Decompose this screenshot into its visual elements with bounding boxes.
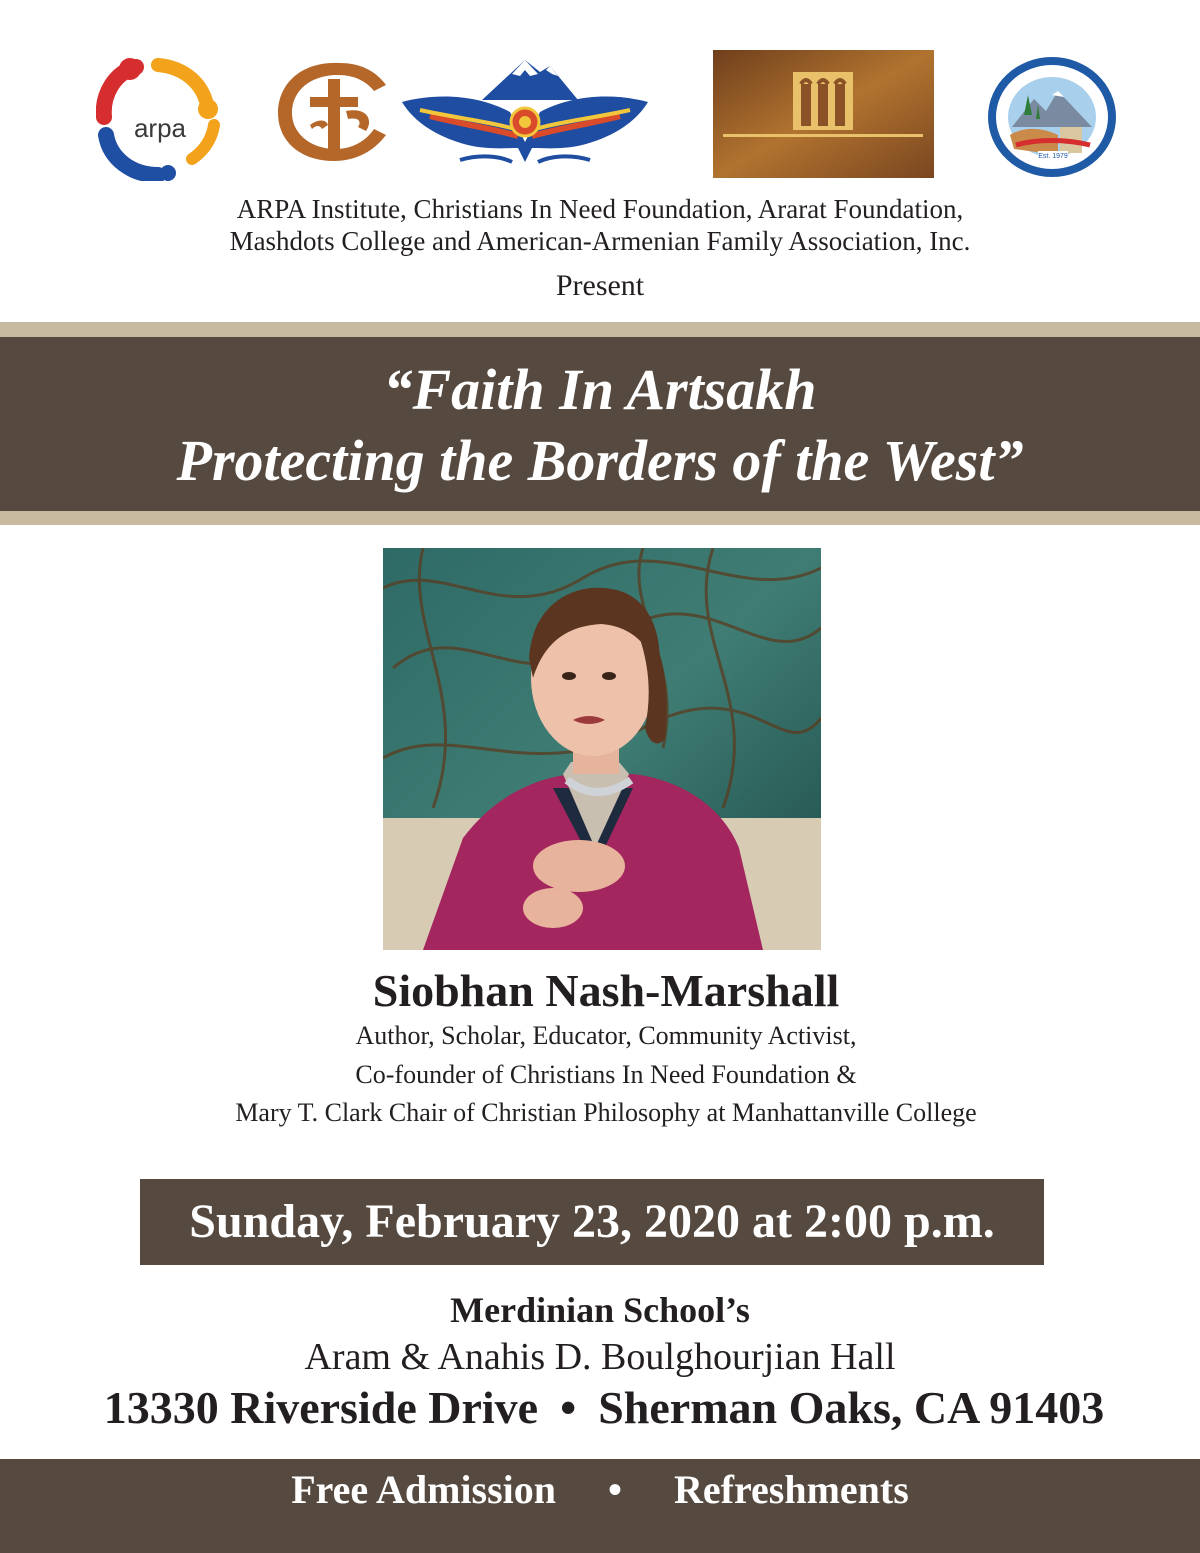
speaker-name: Siobhan Nash-Marshall (372, 965, 840, 1016)
venue-address (0, 1380, 1200, 1436)
speaker-bio-line-2: Co-founder of Christians In Need Foundation & (355, 1060, 857, 1089)
venue-name: Merdinian School’s (450, 1290, 750, 1330)
present-label: Present (555, 269, 645, 302)
arpa-logo-text: arpa (133, 113, 187, 143)
footer-separator: • (608, 1467, 623, 1512)
venue-address-separator: • (560, 1382, 577, 1433)
event-date-time: Sunday, February 23, 2020 at 2:00 p.m. (189, 1195, 995, 1248)
venue-city: Sherman Oaks, CA 91403 (598, 1382, 1105, 1433)
speaker-bio-line-3: Mary T. Clark Chair of Christian Philosophy at Manhattanville College (235, 1098, 977, 1127)
venue-street: 13330 Riverside Drive (103, 1382, 539, 1433)
ararat-foundation-logo (400, 52, 650, 167)
aafa-seal-text: Est. 1979 (1038, 153, 1068, 160)
presenters-line-1: ARPA Institute, Christians In Need Foundation, Ararat Foundation, (236, 194, 964, 224)
american-armenian-family-association-seal (986, 55, 1118, 180)
presenters-line-2: Mashdots College and American-Armenian Family Association, Inc. (229, 226, 971, 256)
title-band-bottom-rule (0, 511, 1200, 525)
event-title-line-1: “Faith In Artsakh (383, 357, 817, 422)
free-admission-label: Free Admission (291, 1467, 557, 1512)
christians-in-need-logo (270, 55, 396, 167)
title-band-top-rule (0, 322, 1200, 337)
arpa-institute-logo (96, 55, 222, 181)
event-title-line-2: Protecting the Borders of the West” (176, 428, 1024, 493)
speaker-portrait (383, 548, 821, 950)
venue-hall: Aram & Anahis D. Boulghourjian Hall (304, 1336, 896, 1378)
mashdots-college-logo (713, 50, 934, 178)
refreshments-label: Refreshments (674, 1467, 909, 1512)
footer-text (0, 1459, 1200, 1521)
speaker-bio-line-1: Author, Scholar, Educator, Community Activist, (355, 1021, 857, 1050)
